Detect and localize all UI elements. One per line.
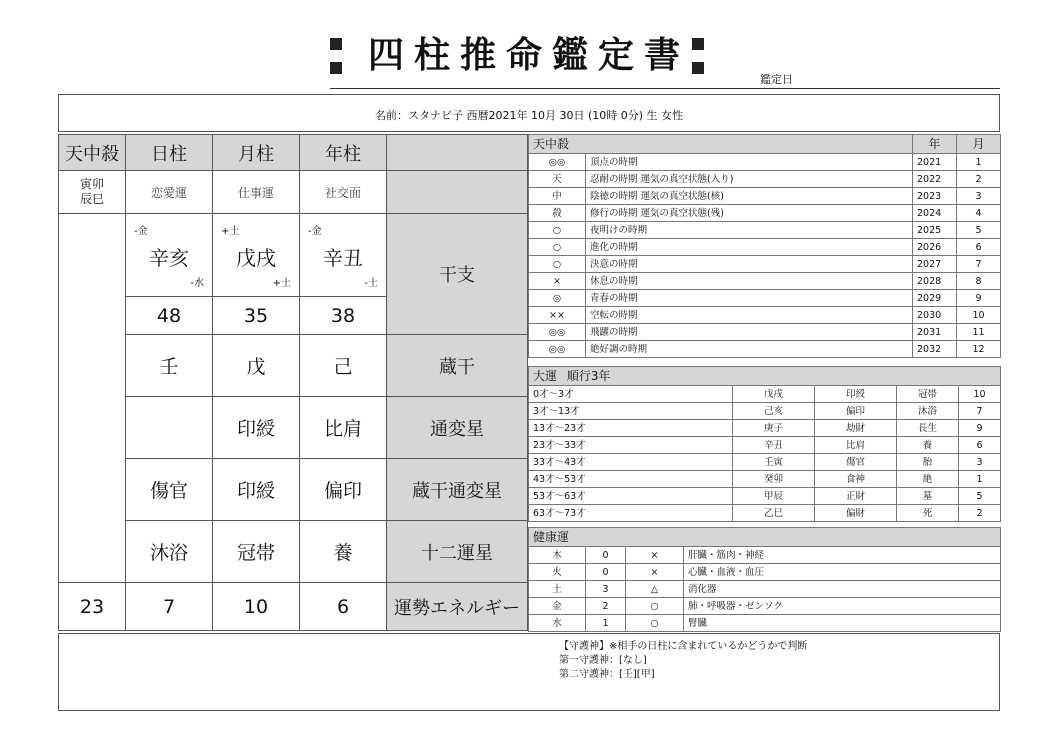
daiun-row xyxy=(529,437,1001,454)
tenchusatsu-row xyxy=(529,222,1001,239)
daiun-row-cell: 比肩 xyxy=(815,437,897,454)
tenchusatsu-row-cell: 2028 xyxy=(913,273,957,290)
guardian-box xyxy=(58,633,1000,711)
tenchusatsu-row-cell: 陰徳の時期 運気の真空状態(核) xyxy=(586,188,913,205)
tenchusatsu-row-cell: 2032 xyxy=(913,341,957,358)
tenchusatsu-row-cell: 10 xyxy=(957,307,1001,324)
daiun-row-cell: 43才～53才 xyxy=(529,471,733,488)
tenchusatsu-row-cell: 2031 xyxy=(913,324,957,341)
daiun-row-cell: 偏財 xyxy=(815,505,897,522)
page-title: 四柱推命鑑定書 xyxy=(368,35,691,76)
daiun-row-cell: 長生 xyxy=(897,420,959,437)
label-tsuhen: 通変星 xyxy=(387,397,528,459)
tenchusatsu-row xyxy=(529,256,1001,273)
health-row-cell: ○ xyxy=(626,615,684,632)
daiun-row-cell: 10 xyxy=(959,386,1001,403)
daiun-row xyxy=(529,488,1001,505)
daiun-row-cell: 癸卯 xyxy=(733,471,815,488)
label-zoukan-tsuhen: 蔵干通変星 xyxy=(387,459,528,521)
tenchusatsu-row-cell: 4 xyxy=(957,205,1001,222)
tenchusatsu-row-cell: 絶好調の時期 xyxy=(586,341,913,358)
tenchusatsu-table xyxy=(528,134,1001,358)
daiun-table-title xyxy=(529,367,1001,386)
daiun-row xyxy=(529,420,1001,437)
daiun-row-cell: 23才～33才 xyxy=(529,437,733,454)
tenchusatsu-row xyxy=(529,205,1001,222)
health-row-cell: 0 xyxy=(586,564,626,581)
title-mark-left xyxy=(330,38,342,74)
zoukan-tsuhen-year: 偏印 xyxy=(300,459,387,521)
header-tenchusatsu: 天中殺 xyxy=(59,135,126,171)
title-divider xyxy=(330,88,1000,89)
kanshi-year-value: 辛丑 xyxy=(323,246,363,270)
kanshi-month-bottom: +土 xyxy=(272,278,291,289)
tenchusatsu-row-cell: 2023 xyxy=(913,188,957,205)
tenchusatsu-branches xyxy=(59,171,126,214)
tenchusatsu-row-cell: 9 xyxy=(957,290,1001,307)
tenchusatsu-row-cell: 2 xyxy=(957,171,1001,188)
number-year: 38 xyxy=(300,297,387,335)
daiun-row-cell: 甲辰 xyxy=(733,488,815,505)
daiun-row-cell: 9 xyxy=(959,420,1001,437)
zoukan-tsuhen-month: 印綬 xyxy=(213,459,300,521)
tenchusatsu-row-cell: 2025 xyxy=(913,222,957,239)
daiun-row-cell: 墓 xyxy=(897,488,959,505)
theme-month: 仕事運 xyxy=(213,171,300,214)
guardian-heading: 【守護神】※相手の日柱に含まれているかどうかで判断 xyxy=(559,641,808,652)
health-row-cell: × xyxy=(626,564,684,581)
kanshi-month-value: 戊戌 xyxy=(236,246,276,270)
theme-year: 社交面 xyxy=(300,171,387,214)
health-row-cell: 0 xyxy=(586,547,626,564)
daiun-row-cell: 劫財 xyxy=(815,420,897,437)
daiun-row-cell: 印綬 xyxy=(815,386,897,403)
kantei-date-label: 鑑定日 xyxy=(760,73,793,86)
header-month-pillar: 月柱 xyxy=(213,135,300,171)
kanshi-year-bottom: -土 xyxy=(364,278,378,289)
daiun-subtitle: 順行3年 xyxy=(566,368,611,383)
health-row-cell: 3 xyxy=(586,581,626,598)
health-row-cell: 金 xyxy=(529,598,586,615)
zoukan-year: 己 xyxy=(300,335,387,397)
tenchusatsu-row-cell: 青春の時期 xyxy=(586,290,913,307)
tenchusatsu-row-cell: ×× xyxy=(529,307,586,324)
health-rows xyxy=(529,547,1001,632)
daiun-row-cell: 乙巳 xyxy=(733,505,815,522)
tenchusatsu-row xyxy=(529,324,1001,341)
tenchusatsu-rows xyxy=(529,154,1001,358)
tsuhen-day xyxy=(126,397,213,459)
tenchusatsu-row-cell: × xyxy=(529,273,586,290)
daiun-row-cell: 13才～23才 xyxy=(529,420,733,437)
health-row-cell: △ xyxy=(626,581,684,598)
number-month: 35 xyxy=(213,297,300,335)
daiun-row-cell: 53才～63才 xyxy=(529,488,733,505)
energy-day: 7 xyxy=(126,583,213,631)
health-row-cell: 肝臓・筋肉・神経 xyxy=(684,547,1001,564)
tenchusatsu-row-cell: 7 xyxy=(957,256,1001,273)
daiun-row xyxy=(529,454,1001,471)
kanshi-month-top: +土 xyxy=(221,226,240,237)
daiun-row xyxy=(529,386,1001,403)
daiun-row-cell: 冠帯 xyxy=(897,386,959,403)
daiun-row-cell: 0才～3才 xyxy=(529,386,733,403)
guardian-second: 第二守護神：[壬][甲] xyxy=(559,669,655,680)
tenchusatsu-row-cell: 天 xyxy=(529,171,586,188)
zoukan-month: 戊 xyxy=(213,335,300,397)
health-table xyxy=(528,527,1001,632)
tenchusatsu-row-cell: 2024 xyxy=(913,205,957,222)
tenchusatsu-row xyxy=(529,273,1001,290)
tenchusatsu-row-cell: 休息の時期 xyxy=(586,273,913,290)
tenchusatsu-row xyxy=(529,290,1001,307)
tenchusatsu-row xyxy=(529,341,1001,358)
daiun-row-cell: 傷官 xyxy=(815,454,897,471)
daiun-row-cell: 偏印 xyxy=(815,403,897,420)
daiun-row-cell: 5 xyxy=(959,488,1001,505)
junishi-year: 養 xyxy=(300,521,387,583)
daiun-table xyxy=(528,366,1001,522)
daiun-row xyxy=(529,403,1001,420)
label-junishi: 十二運星 xyxy=(387,521,528,583)
tenchusatsu-row-cell: 空転の時期 xyxy=(586,307,913,324)
tenchusatsu-row-cell: 中 xyxy=(529,188,586,205)
tenchusatsu-row-cell: 2021 xyxy=(913,154,957,171)
daiun-row-cell: 3 xyxy=(959,454,1001,471)
tenchusatsu-row-cell: ○ xyxy=(529,256,586,273)
health-row-cell: 火 xyxy=(529,564,586,581)
tsuhen-month: 印綬 xyxy=(213,397,300,459)
daiun-row-cell: 63才～73才 xyxy=(529,505,733,522)
name-line: 名前：スタナビ子 西暦2021年 10月 30日 (10時 0分) 生 女性 xyxy=(374,109,684,122)
tenchusatsu-row-cell: ◎◎ xyxy=(529,324,586,341)
health-row xyxy=(529,547,1001,564)
tenchusatsu-row-cell: 1 xyxy=(957,154,1001,171)
tenchusatsu-row-cell: 決意の時期 xyxy=(586,256,913,273)
kanshi-day xyxy=(126,214,213,297)
health-row xyxy=(529,598,1001,615)
daiun-row-cell: 庚子 xyxy=(733,420,815,437)
tenchusatsu-column-blank xyxy=(59,214,126,583)
guardian-first: 第一守護神：[なし] xyxy=(559,655,647,666)
energy-month: 10 xyxy=(213,583,300,631)
tenchusatsu-row-cell: 3 xyxy=(957,188,1001,205)
energy-total: 23 xyxy=(59,583,126,631)
tenchusatsu-row-cell: 殺 xyxy=(529,205,586,222)
label-energy: 運勢エネルギー xyxy=(387,583,528,631)
tenchusatsu-row-cell: 2026 xyxy=(913,239,957,256)
daiun-row-cell: 壬寅 xyxy=(733,454,815,471)
kanshi-year xyxy=(300,214,387,297)
daiun-row xyxy=(529,471,1001,488)
tenchusatsu-row-cell: ◎ xyxy=(529,290,586,307)
tenchusatsu-col-month: 月 xyxy=(957,135,1001,154)
tenchusatsu-row xyxy=(529,154,1001,171)
kanshi-month xyxy=(213,214,300,297)
tenchusatsu-table-title: 天中殺 xyxy=(529,135,913,154)
tenchusatsu-row-cell: 進化の時期 xyxy=(586,239,913,256)
tenchusatsu-row-cell: ○ xyxy=(529,222,586,239)
junishi-month: 冠帯 xyxy=(213,521,300,583)
tenchusatsu-row xyxy=(529,171,1001,188)
daiun-row-cell: 絶 xyxy=(897,471,959,488)
health-row-cell: 2 xyxy=(586,598,626,615)
daiun-row-cell: 己亥 xyxy=(733,403,815,420)
tenchusatsu-row-cell: 夜明けの時期 xyxy=(586,222,913,239)
health-table-title: 健康運 xyxy=(529,528,1001,547)
tenchusatsu-branch-2: 辰巳 xyxy=(79,192,104,206)
tenchusatsu-branch-1: 寅卯 xyxy=(79,177,104,191)
label-zoukan: 蔵干 xyxy=(387,335,528,397)
daiun-row-cell: 6 xyxy=(959,437,1001,454)
tenchusatsu-row-cell: 2027 xyxy=(913,256,957,273)
daiun-row-cell: 3才～13才 xyxy=(529,403,733,420)
tenchusatsu-row-cell: 5 xyxy=(957,222,1001,239)
daiun-row-cell: 辛丑 xyxy=(733,437,815,454)
tenchusatsu-row-cell: 頂点の時期 xyxy=(586,154,913,171)
health-row-cell: 土 xyxy=(529,581,586,598)
number-day: 48 xyxy=(126,297,213,335)
health-row-cell: 木 xyxy=(529,547,586,564)
title-mark-right xyxy=(692,38,704,74)
tenchusatsu-col-year: 年 xyxy=(913,135,957,154)
daiun-rows xyxy=(529,386,1001,522)
health-row-cell: ○ xyxy=(626,598,684,615)
daiun-row-cell: 胎 xyxy=(897,454,959,471)
tenchusatsu-row xyxy=(529,239,1001,256)
guardian-text xyxy=(559,640,807,682)
kanshi-day-top: -金 xyxy=(134,226,148,237)
tenchusatsu-row-cell: 6 xyxy=(957,239,1001,256)
header-year-pillar: 年柱 xyxy=(300,135,387,171)
daiun-row-cell: 戊戌 xyxy=(733,386,815,403)
tenchusatsu-row-cell: ◎◎ xyxy=(529,154,586,171)
label-kanshi: 干支 xyxy=(387,214,528,335)
header-blank xyxy=(387,135,528,171)
health-row-cell: × xyxy=(626,547,684,564)
health-row-cell: 水 xyxy=(529,615,586,632)
tenchusatsu-row-cell: 修行の時期 運気の真空状態(残) xyxy=(586,205,913,222)
tenchusatsu-row-cell: 飛躍の時期 xyxy=(586,324,913,341)
junishi-day: 沐浴 xyxy=(126,521,213,583)
name-box xyxy=(58,94,1000,132)
tenchusatsu-row-cell: 忍耐の時期 運気の真空状態(入り) xyxy=(586,171,913,188)
daiun-row-cell: 2 xyxy=(959,505,1001,522)
zoukan-tsuhen-day: 傷官 xyxy=(126,459,213,521)
tenchusatsu-row-cell: ○ xyxy=(529,239,586,256)
daiun-row-cell: 1 xyxy=(959,471,1001,488)
health-row-cell: 肺・呼吸器・ゼンソク xyxy=(684,598,1001,615)
health-row xyxy=(529,581,1001,598)
health-row-cell: 心臓・血液・血圧 xyxy=(684,564,1001,581)
kanshi-day-bottom: -水 xyxy=(190,278,204,289)
kanshi-year-top: -金 xyxy=(308,226,322,237)
health-row-cell: 腎臓 xyxy=(684,615,1001,632)
tenchusatsu-row xyxy=(529,188,1001,205)
tenchusatsu-row-cell: 8 xyxy=(957,273,1001,290)
tenchusatsu-row-cell: 12 xyxy=(957,341,1001,358)
daiun-row xyxy=(529,505,1001,522)
tsuhen-year: 比肩 xyxy=(300,397,387,459)
pillar-table xyxy=(58,134,528,631)
daiun-row-cell: 死 xyxy=(897,505,959,522)
tenchusatsu-row-cell: 11 xyxy=(957,324,1001,341)
daiun-row-cell: 養 xyxy=(897,437,959,454)
header-day-pillar: 日柱 xyxy=(126,135,213,171)
tenchusatsu-row-cell: 2030 xyxy=(913,307,957,324)
kanshi-day-value: 辛亥 xyxy=(149,246,189,270)
theme-day: 恋愛運 xyxy=(126,171,213,214)
health-row xyxy=(529,564,1001,581)
theme-blank xyxy=(387,171,528,214)
health-row xyxy=(529,615,1001,632)
daiun-row-cell: 正財 xyxy=(815,488,897,505)
health-row-cell: 1 xyxy=(586,615,626,632)
daiun-row-cell: 食神 xyxy=(815,471,897,488)
daiun-row-cell: 7 xyxy=(959,403,1001,420)
daiun-row-cell: 沐浴 xyxy=(897,403,959,420)
tenchusatsu-row-cell: ◎◎ xyxy=(529,341,586,358)
daiun-row-cell: 33才～43才 xyxy=(529,454,733,471)
tenchusatsu-row-cell: 2022 xyxy=(913,171,957,188)
tenchusatsu-row xyxy=(529,307,1001,324)
energy-year: 6 xyxy=(300,583,387,631)
health-row-cell: 消化器 xyxy=(684,581,1001,598)
tenchusatsu-row-cell: 2029 xyxy=(913,290,957,307)
daiun-title: 大運 xyxy=(533,368,558,383)
zoukan-day: 壬 xyxy=(126,335,213,397)
